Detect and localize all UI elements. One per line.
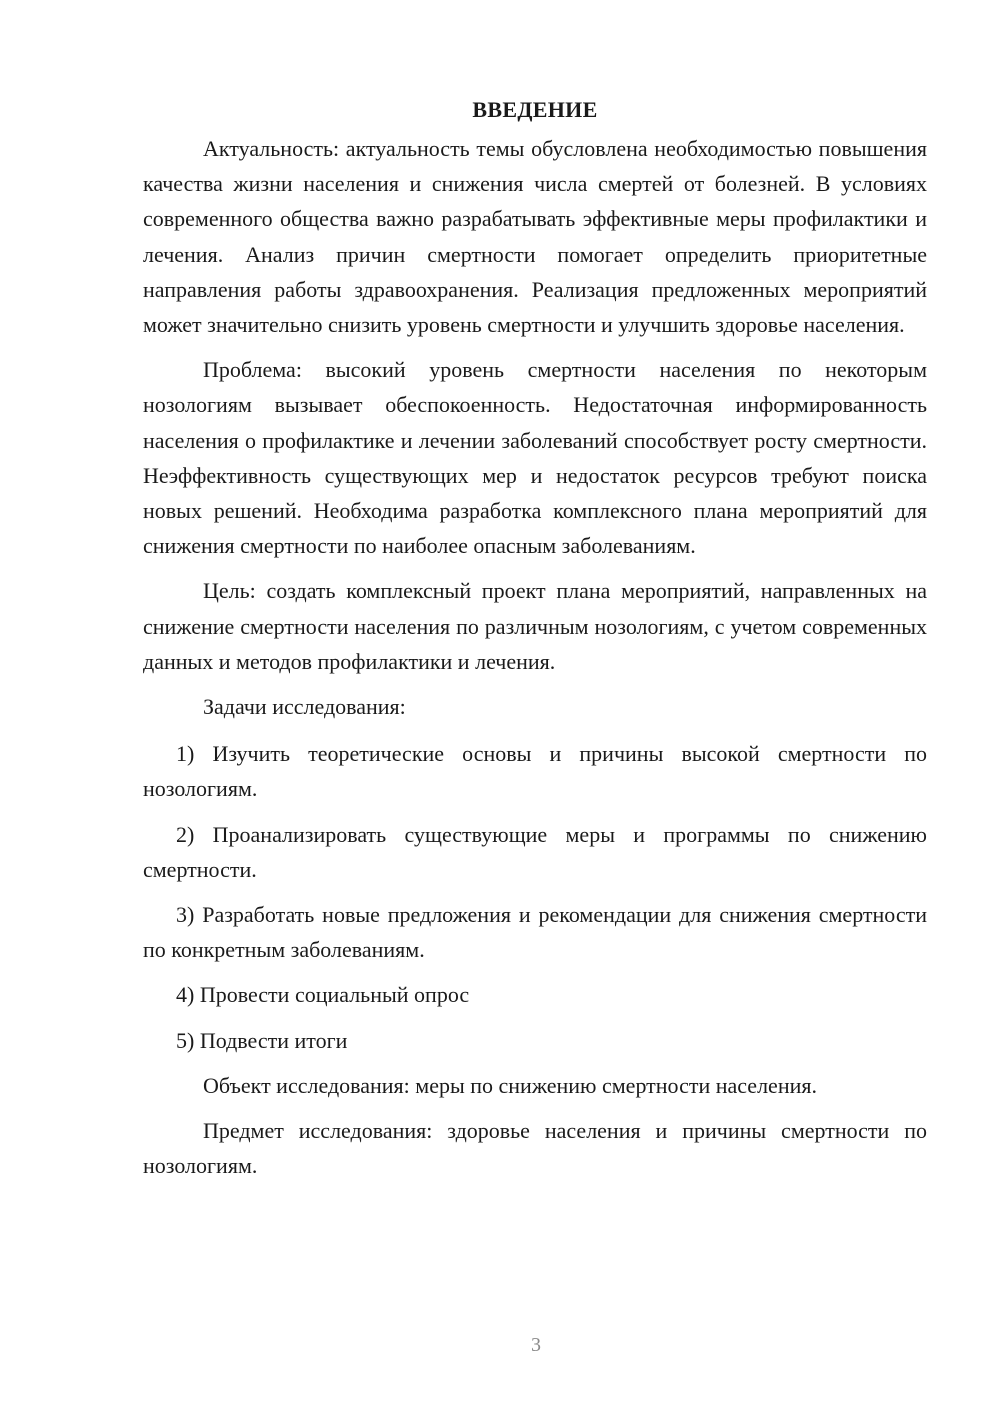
document-page xyxy=(143,92,927,1193)
task-item-5: 5) Подвести итоги xyxy=(176,1027,348,1053)
task-item-2: 2) Проанализировать существующие меры и программы по снижению смертности. xyxy=(143,821,927,882)
task-item-3: 3) Разработать новые предложения и рекомендации для снижения смертности по конкретным заболеваниям. xyxy=(143,902,927,963)
problem-paragraph: Проблема: высокий уровень смертности населения по некоторым нозологиям вызывает обеспокоенность. Недостаточная информированность населения о профилактике и лечении заболеваний способствует росту смертности. Неэффективность существующих мер и недостаток ресурсов требуют поиска новых решений. Необходима разработка комплексного плана мероприятий для снижения смертности по наиболее опасным заболеваниям. xyxy=(143,357,927,559)
section-title: ВВЕДЕНИЕ xyxy=(472,97,598,122)
tasks-list xyxy=(143,736,927,1058)
subject-paragraph: Предмет исследования: здоровье населения и причины смертности по нозологиям. xyxy=(143,1118,927,1179)
object-paragraph: Объект исследования: меры по снижению смертности населения. xyxy=(203,1072,817,1098)
relevance-paragraph: Актуальность: актуальность темы обусловлена необходимостью повышения качества жизни населения и снижения числа смертей от болезней. В условиях современного общества важно разрабатывать эффективные меры профилактики и лечения. Анализ причин смертности помогает определить приоритетные направления работы здравоохранения. Реализация предложенных мероприятий может значительно снизить уровень смертности и улучшить здоровье населения. xyxy=(143,136,927,338)
tasks-heading: Задачи исследования: xyxy=(203,694,406,720)
goal-paragraph: Цель: создать комплексный проект плана мероприятий, направленных на снижение смертности населения по различным нозологиям, с учетом современных данных и методов профилактики и лечения. xyxy=(143,578,927,674)
page-number: 3 xyxy=(531,1334,541,1356)
task-item-4: 4) Провести социальный опрос xyxy=(176,982,470,1008)
task-item-1: 1) Изучить теоретические основы и причины высокой смертности по нозологиям. xyxy=(143,741,927,802)
